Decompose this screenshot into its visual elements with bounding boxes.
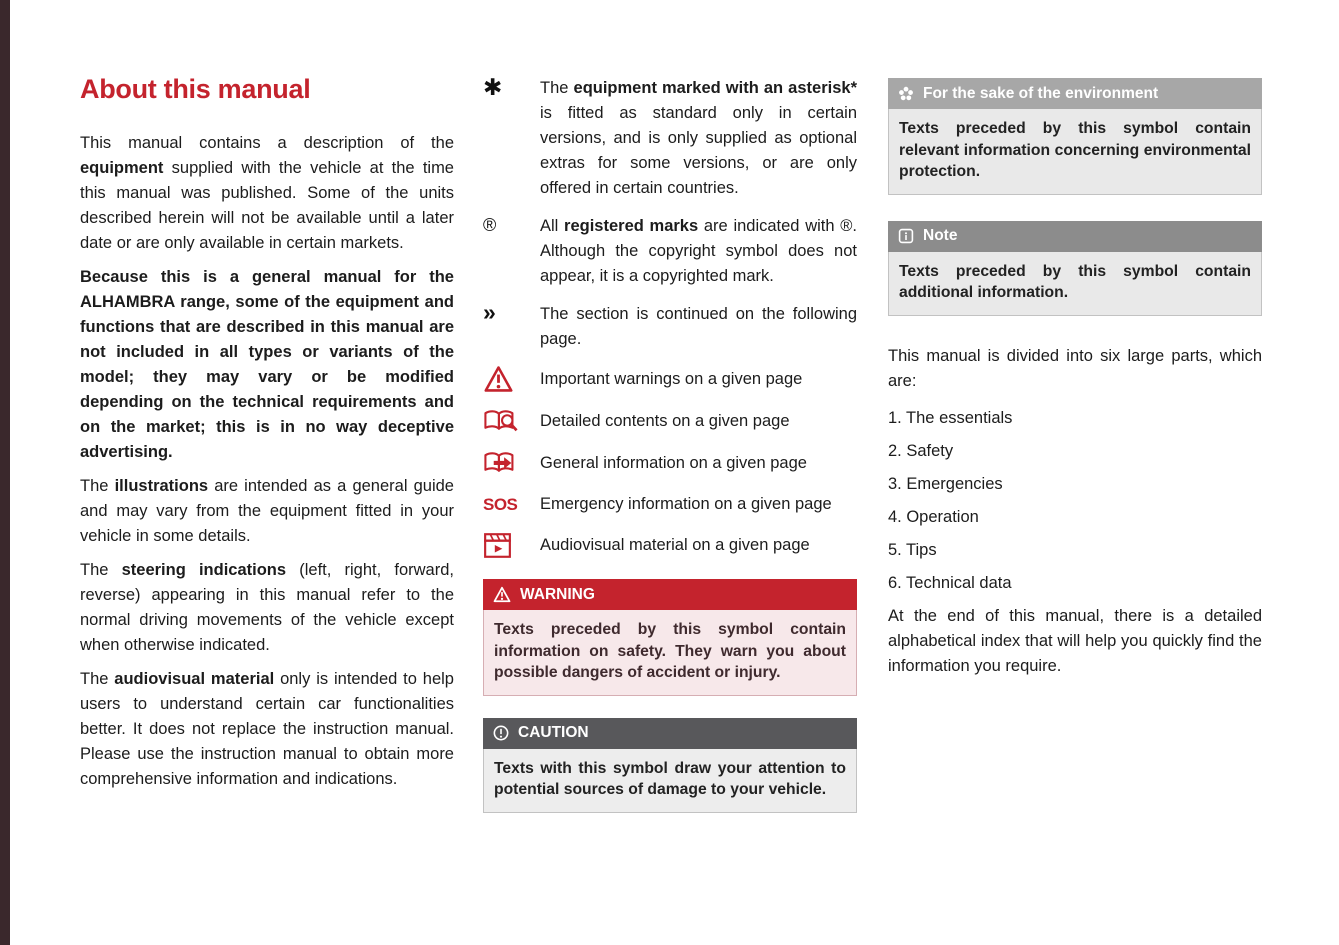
note-box-header (888, 221, 1262, 252)
parts-intro: This manual is divided into six large parts, which are: (888, 346, 1262, 390)
warning-triangle-icon (483, 365, 540, 393)
caution-box-title: CAUTION (518, 724, 589, 741)
environment-box (888, 78, 1262, 195)
warning-box-body: Texts preceded by this symbol contain information on safety. They warn you about possible dangers of accident or injury. (483, 610, 857, 696)
paragraph: The steering indications (left, right, forward, reverse) appearing in this manual refer to the normal driving movements of the vehicle except when otherwise indicated. (80, 561, 454, 654)
legend-item-text: Emergency information on a given page (540, 495, 832, 513)
environment-box-header (888, 78, 1262, 109)
book-arrow-icon (483, 450, 540, 477)
legend-item (483, 408, 857, 435)
manual-parts-list (888, 406, 1262, 596)
paragraph: This manual contains a description of the equipment supplied with the vehicle at the time this manual was published. Some of the units described herein will not be available until a later date or are only available in certain markets. (80, 134, 454, 252)
legend-item (483, 214, 857, 289)
warning-box-title: WARNING (520, 585, 595, 603)
legend-item (483, 532, 857, 559)
caution-box-body: Texts with this symbol draw your attention to potential sources of damage to your vehicle. (483, 749, 857, 813)
registered-mark-icon: ® (483, 215, 497, 235)
note-box (888, 221, 1262, 316)
asterisk-icon: ✱ (483, 74, 503, 100)
legend-item-text: Important warnings on a given page (540, 369, 803, 388)
list-item: 5. Tips (888, 540, 937, 559)
caution-box (483, 718, 857, 813)
environment-flower-icon (898, 86, 914, 102)
legend-item (483, 365, 857, 393)
legend-item-text: The equipment marked with an asterisk* is fitted as standard only in certain versions, and is only supplied as optional extras for some versions, or are only offered in certain countries. (540, 79, 857, 197)
continuation-chevrons-icon: » (483, 299, 494, 325)
warning-box (483, 579, 857, 696)
column-notes-and-parts (888, 78, 1262, 679)
book-magnifier-icon (483, 408, 540, 435)
paragraph: The illustrations are intended as a general guide and may vary from the equipment fitted in your vehicle in some details. (80, 477, 454, 545)
index-note: At the end of this manual, there is a detailed alphabetical index that will help you quickly find the information you require. (888, 606, 1262, 675)
legend-item (483, 299, 857, 352)
caution-box-header (483, 718, 857, 749)
legend-item (483, 450, 857, 477)
warning-box-header (483, 579, 857, 610)
left-accent-bar (0, 0, 10, 945)
legend-item-text: The section is continued on the following page. (540, 305, 857, 348)
clapperboard-icon (483, 532, 540, 559)
legend-item (483, 492, 857, 517)
warning-triangle-icon (493, 586, 511, 603)
column-intro-text (80, 74, 454, 792)
environment-box-title: For the sake of the environment (923, 84, 1159, 102)
list-item: 3. Emergencies (888, 474, 1003, 493)
paragraph: The audiovisual material only is intended to help users to understand certain car functionalities better. It does not replace the instruction manual. Please use the instruction manual to obtain more comprehensive information and indications. (80, 670, 454, 788)
list-item: 1. The essentials (888, 408, 1013, 427)
list-item: 4. Operation (888, 507, 979, 526)
environment-box-body: Texts preceded by this symbol contain relevant information concerning environmental protection. (888, 109, 1262, 195)
paragraph: Because this is a general manual for the ALHAMBRA range, some of the equipment and functions that are described in this manual are not included in all types or variants of the model; they may vary or be modified depending on the technical requirements and on the market; this is in no way deceptive advertising. (80, 268, 454, 461)
note-box-body: Texts preceded by this symbol contain additional information. (888, 252, 1262, 316)
legend-item (483, 76, 857, 201)
list-item: 6. Technical data (888, 573, 1012, 592)
list-item: 2. Safety (888, 441, 954, 460)
note-box-title: Note (923, 227, 958, 244)
note-info-icon (898, 228, 914, 244)
caution-circle-exclamation-icon (493, 725, 509, 741)
page-title: About this manual (80, 74, 311, 104)
legend-item-text: Detailed contents on a given page (540, 412, 790, 430)
column-symbol-legend (483, 76, 857, 813)
legend-item-text: Audiovisual material on a given page (540, 536, 810, 554)
sos-icon: SOS (483, 494, 518, 514)
legend-item-text: General information on a given page (540, 454, 807, 472)
legend-item-text: All registered marks are indicated with ®. Although the copyright symbol does not appear, it is a copyrighted mark. (540, 217, 857, 285)
